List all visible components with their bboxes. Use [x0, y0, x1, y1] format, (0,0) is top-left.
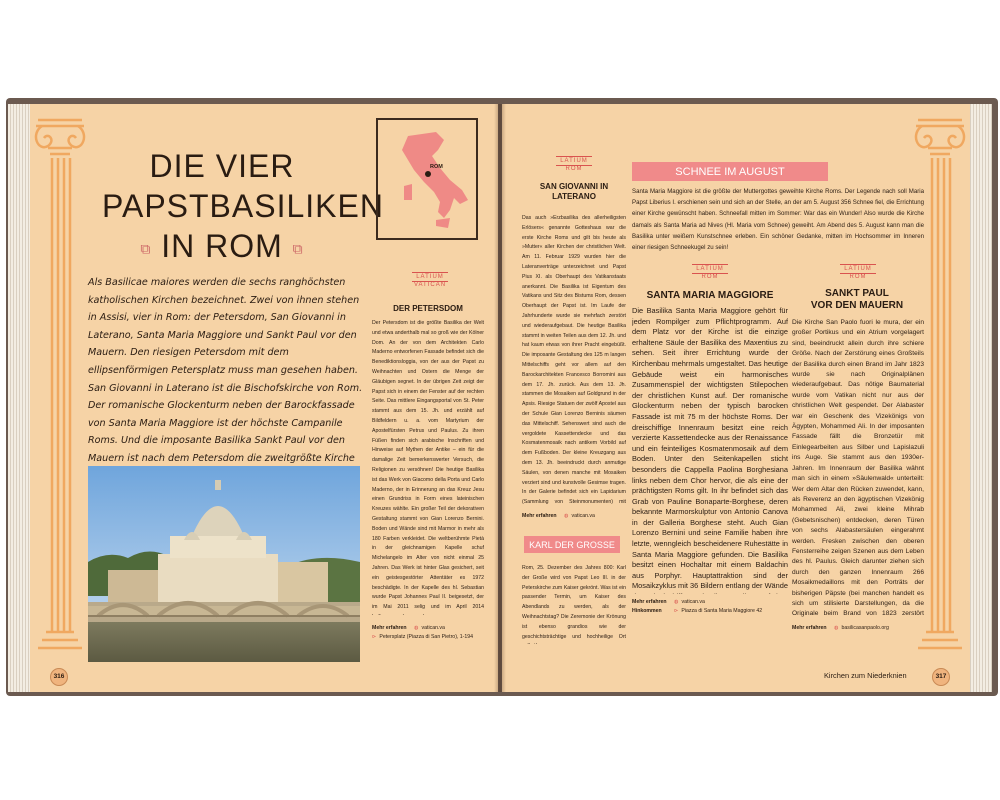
maggiore-more-info — [632, 598, 792, 616]
title-line-3: IN ROM — [161, 228, 283, 264]
paul-more-info — [792, 624, 926, 633]
petersdom-more-info — [372, 624, 486, 642]
intro-text: Als Basilicae maiores werden die sechs ranghöchsten katholischen Kirchen bezeichnet. Zwei von ihnen stehen in Assisi, vier in Rom: der Petersdom, San Giovanni in Laterano, Santa Maria Maggiore und Sankt Paul vor den Mauern. Den riesigen Petersdom mit dem ellipsenförmigen Petersplatz muss man gesehen haben. San Giovanni in Laterano ist die Bischofskirche von Rom. Der romanische Glockenturm neben der Barockfassade von Santa Maria Maggiore ist der höchste Campanile Roms. Und die imposante Basilika Sankt Paul vor den Mauern ist nach dem Petersdom die zweitgrößte Kirche — [88, 277, 363, 464]
section-heading-petersdom: DER PETERSDOM — [393, 304, 463, 313]
sidebar-banner-karl: KARL DER GROSSE — [524, 536, 620, 553]
stamp-top: LATIUM — [556, 156, 592, 166]
giovanni-text: Das auch »Erzbasilika des allerheiligsten Erlösers« genannte Gotteshaus war die erste Kirche Roms und gilt bis heute als »Mutter« aller Kirchen der christlichen Welt. Am 11. Februar 1929 wurden hier die Lateranverträge unterzeichnet und Papst Pius XI. als Oberhaupt des Vatikanstaats anerkannt. Die Basilika ist Eigentum des Vatikans und Sitz des Bistums Rom, dessen Oberhaupt der Papst ist. Im Laufe der Jahrhunderte wurde sie mehrfach zerstört und wiederaufgebaut. Die heutige Basilika stammt in weiten Teilen aus dem 12. Jh. und hat kaum etwas von ihrer Pracht eingebüßt. Die imposante Gestaltung des 125 m langen Mittelschiffs geht vor allem auf den Barockarchitekten Francesco Borromini aus dem 17. Jh. zurück. Aus dem 13. Jh. stammen die Mosaiken auf Goldgrund in der Apsis. Riesige Statuen der zwölf Apostel aus der Schule Gian Lorenzo Berninis säumen das Mittelschiff. Sehenswert sind auch die vergoldete Kassettendecke und das Kosmatenmosaik nach antikem Vorbild auf dem Fußboden. Der kleine Kreuzgang aus dem 13. Jh. beeindruckt durch anmutige Säulen, von denen manche mit Mosaiken verziert sind und kunstvolle Gesimse tragen. In der Galerie befindet sich ein Lapidarium (Sammlung von Steinmonumenten) mit — [522, 215, 626, 504]
page-title — [102, 146, 384, 269]
stamp-top: LATIUM — [840, 264, 876, 274]
giovanni-more-info — [522, 512, 632, 521]
stamp-bottom: ROM — [701, 274, 719, 280]
region-stamp-maggiore — [670, 264, 750, 280]
petersdom-photo — [88, 466, 360, 662]
more-link[interactable]: basilicasanpaolo.org — [841, 625, 889, 631]
right-page — [502, 104, 970, 692]
ionic-column-ornament-left — [34, 112, 86, 672]
book-gutter — [494, 104, 506, 692]
running-footer: Kirchen zum Niederknien — [824, 671, 907, 680]
ornament-icon: ⧉ — [292, 240, 304, 257]
region-stamp-paul — [818, 264, 898, 280]
title-line-1: DIE VIER — [149, 148, 295, 184]
page-edges-left — [8, 104, 30, 692]
heading-line-2: VOR DEN MAUERN — [810, 300, 904, 311]
title-line-3-row — [102, 226, 342, 269]
schnee-text: Santa Maria Maggiore ist die größte der Muttergottes geweihte Kirche Roms. Der Legende nach soll Maria Papst Liberius I. erschienen sein und sich an der Stelle, an der am 5. August 356 Schnee fiel, die Errichtung einer Kirche gewünscht haben. Schneefall mitten im Sommer: War das ein Wunder! Also wurde die Kirche damals als Santa Maria ad Nives (Hl. Maria vom Schnee) geweiht. Am Abend des 5. August kann man die Basilika unter weißem Kunstschnee erleben. Ein schöner Gedanke, mitten im Hochsommer im Inneren einer riesigen Schneekugel zu sein! — [632, 188, 924, 252]
page-number-left: 316 — [50, 668, 68, 686]
more-link[interactable]: vatican.va — [571, 513, 595, 519]
section-heading-paul — [792, 288, 922, 312]
maggiore-text: Die Basilika Santa Maria Maggiore gehört für jeden Rompilger zum Pflichtprogramm. Auf dem Platz vor der Kirche ist die einzige erhaltene Säule der Basilika des Maxentius zu sehen. Seit ihrer Errichtung wurde der Kirchenbau mehrmals umgestaltet. Das heutige Gebäude weist ein harmonisches Zusammenspiel der wichtigsten Stilepochen der christlichen Kunst auf. Der romanische Glockenturm neben der typisch barocken Fassade ist mit 75 m der höchste Roms. Der dreischiffige Innenraum besitzt eine reich verzierte Kassettendecke aus der Renaissance und ein feinteiliges Kosmatenmosaik auf dem Boden. Unter den Seitenkapellen sticht besonders die Cappella Paolina Borghesiana links neben dem Chor hervor, die als eine der prächtigsten Roms gilt. In ihr befindet sich das Grab von Pauline Bonaparte-Borghese, deren bekannte Marmorskulptur von Antonio Canova in der Galleria Borghese steht. Auch Gian Lorenzo Bernini und seine Familie haben ihre letzte, wenngleich bescheidenere Ruhestätte in Santa Maria Maggiore gefunden. Die Basilika besitzt einen Hochaltar mit einem Baldachin aus Porphyr. Hauptattraktion sind der Mosaikzyklus mit 36 Bildern entlang der Wände — [632, 306, 788, 591]
more-label: Mehr erfahren — [522, 513, 557, 519]
more-label: Mehr erfahren — [792, 625, 827, 631]
stamp-top: LATIUM — [412, 272, 448, 282]
globe-icon: ◍ — [834, 625, 839, 631]
paul-text: Die Kirche San Paolo fuori le mura, der ein großer Portikus und ein Atrium vorgelagert sind, beeindruckt allein durch ihre schiere Größe. Nach der Zerstörung eines Großteils der Basilika durch einen Brand im Jahr 1823 wurde sie nach Originalplänen wiederaufgebaut. Das nötige Baumaterial wurde vom Vatikan nicht nur aus der christlichen Welt gespendet. Der Alabaster war ein Geschenk des Vizekönigs von Ägypten, Mohammed Ali. In der imposanten Fassade fällt die Bronzetür mit Einlegearbeiten aus Silber und Lapislazuli ins Auge. Sie stammt aus den 1930er-Jahren. Im Innenraum der Basilika wähnt man sich in einem »Säulenwald« unterteilt: Wer dem Altar den Rücken zuwendet, kann, als Reverenz an den ägyptischen Vizekönig Mohammed Ali, zwei kleine Mihrab (Gebetsnischen) entdecken, deren Türen von sechs Alabastersäulen eingerahmt werden. Fresken zwischen den oberen Fensterreihe zeigen Szenen aus dem Leben des hl. Paulus. Gleich darunter ziehen sich durch den ganzen Innenraum 266 Mosaikmedaillons mit den Porträts der bisherigen Päpste (bei manchen handelt es sich um stilisierte Darstellungen, da die Originale beim Brand von 1823 zerstört — [792, 319, 924, 618]
karl-text: Rom, 25. Dezember des Jahres 800: Karl der Große wird von Papst Leo III. in der Peterskirche zum Kaiser gekrönt. Was ist ein passender Termin, um Kaiser des Abendlands zu werden, als der Weihnachtstag? Die Zeremonie der Krönung ist ebenso grandios wie der geschichtsträchtige und hochheilige Ort — [522, 565, 626, 640]
location-pin-icon: ⊳ — [674, 608, 679, 614]
page-number-right: 317 — [932, 668, 950, 686]
map-city-label: ROM — [430, 164, 443, 170]
sidebar-banner-schnee: SCHNEE IM AUGUST — [632, 162, 828, 181]
stamp-bottom: ROM — [849, 274, 867, 280]
globe-icon: ◍ — [674, 599, 679, 605]
address-text: Petersplatz (Piazza di San Pietro), 1-194 — [379, 634, 474, 640]
left-page — [30, 104, 498, 692]
section-heading-giovanni: SAN GIOVANNI IN LATERANO — [539, 182, 609, 201]
stamp-top: LATIUM — [692, 264, 728, 274]
address-text: Piazza di Santa Maria Maggiore 42 — [681, 608, 763, 614]
italy-map — [376, 118, 478, 240]
globe-icon: ◍ — [564, 513, 569, 519]
stamp-bottom: ROM — [565, 166, 583, 172]
petersdom-text: Der Petersdom ist die größte Basilika der Welt und etwa anderthalb mal so groß wie der Kölner Dom. An der von dem Architekten Carlo Maderno entworfenen Fassade befindet sich die Benediktionsloggia, von der aus der Papst zu Weihnachten und Ostern die Menge der Gläubigen segnet. In der übrigen Zeit zeigt der Papst sich in einem der Fenster auf der rechten Seite. Das mittlere Eingangsportal von St. Peter stammt aus dem 15. Jh. und erzählt auf Bildfeldern u. a. vom Martyrium der Apostelfürsten Petrus und Paulus. Zu ihren Füßen finden sich arabische Inschriften und Hinweise auf Mythen der Antike – ein für die damalige Zeit bemerkenswerter Versuch, die Religionen zu versöhnen! Die heutige Basilika ist das Werk von Giacomo della Porta und Carlo Maderno, der in Erinnerung an das Kreuz Jesu einen Grundriss in Form eines lateinischen Kreuzes wählte. Ein großer Teil der dekorativen Gestaltung stammt von Gian Lorenzo Bernini. Boden und Wände sind mit Marmor in mehr als 180 Farben verkleidet. Die weltberühmte Pietà in der gleichnamigen Kapelle schuf Michelangelo im Alter von nicht einmal 25 Jahren. Das Werk ist hinter Glas gesichert, seit ein geistesgestörter Attentäter es 1972 beschädigte. In der Kapelle des hl. Sebastian wurde Papst Johannes Paul II. beigesetzt, der im Mai 2011 selig und im April 2014 — [372, 320, 484, 611]
directions-label: Hinkommen — [632, 608, 662, 614]
stamp-bottom: VATICAN — [413, 282, 447, 288]
more-link[interactable]: vatican.va — [681, 599, 705, 605]
more-label: Mehr erfahren — [632, 599, 667, 605]
ornament-icon: ⧉ — [140, 240, 152, 257]
region-stamp-petersdom — [390, 272, 470, 288]
region-stamp-giovanni — [534, 156, 614, 172]
heading-line-1: SANKT PAUL — [825, 288, 889, 299]
section-heading-maggiore: SANTA MARIA MAGGIORE — [646, 290, 774, 301]
title-line-2: PAPSTBASILIKEN — [102, 188, 384, 224]
page-edges-right — [970, 104, 992, 692]
globe-icon: ◍ — [414, 625, 419, 631]
more-label: Mehr erfahren — [372, 625, 407, 631]
location-pin-icon: ⊳ — [372, 634, 377, 640]
more-link[interactable]: vatican.va — [421, 625, 445, 631]
